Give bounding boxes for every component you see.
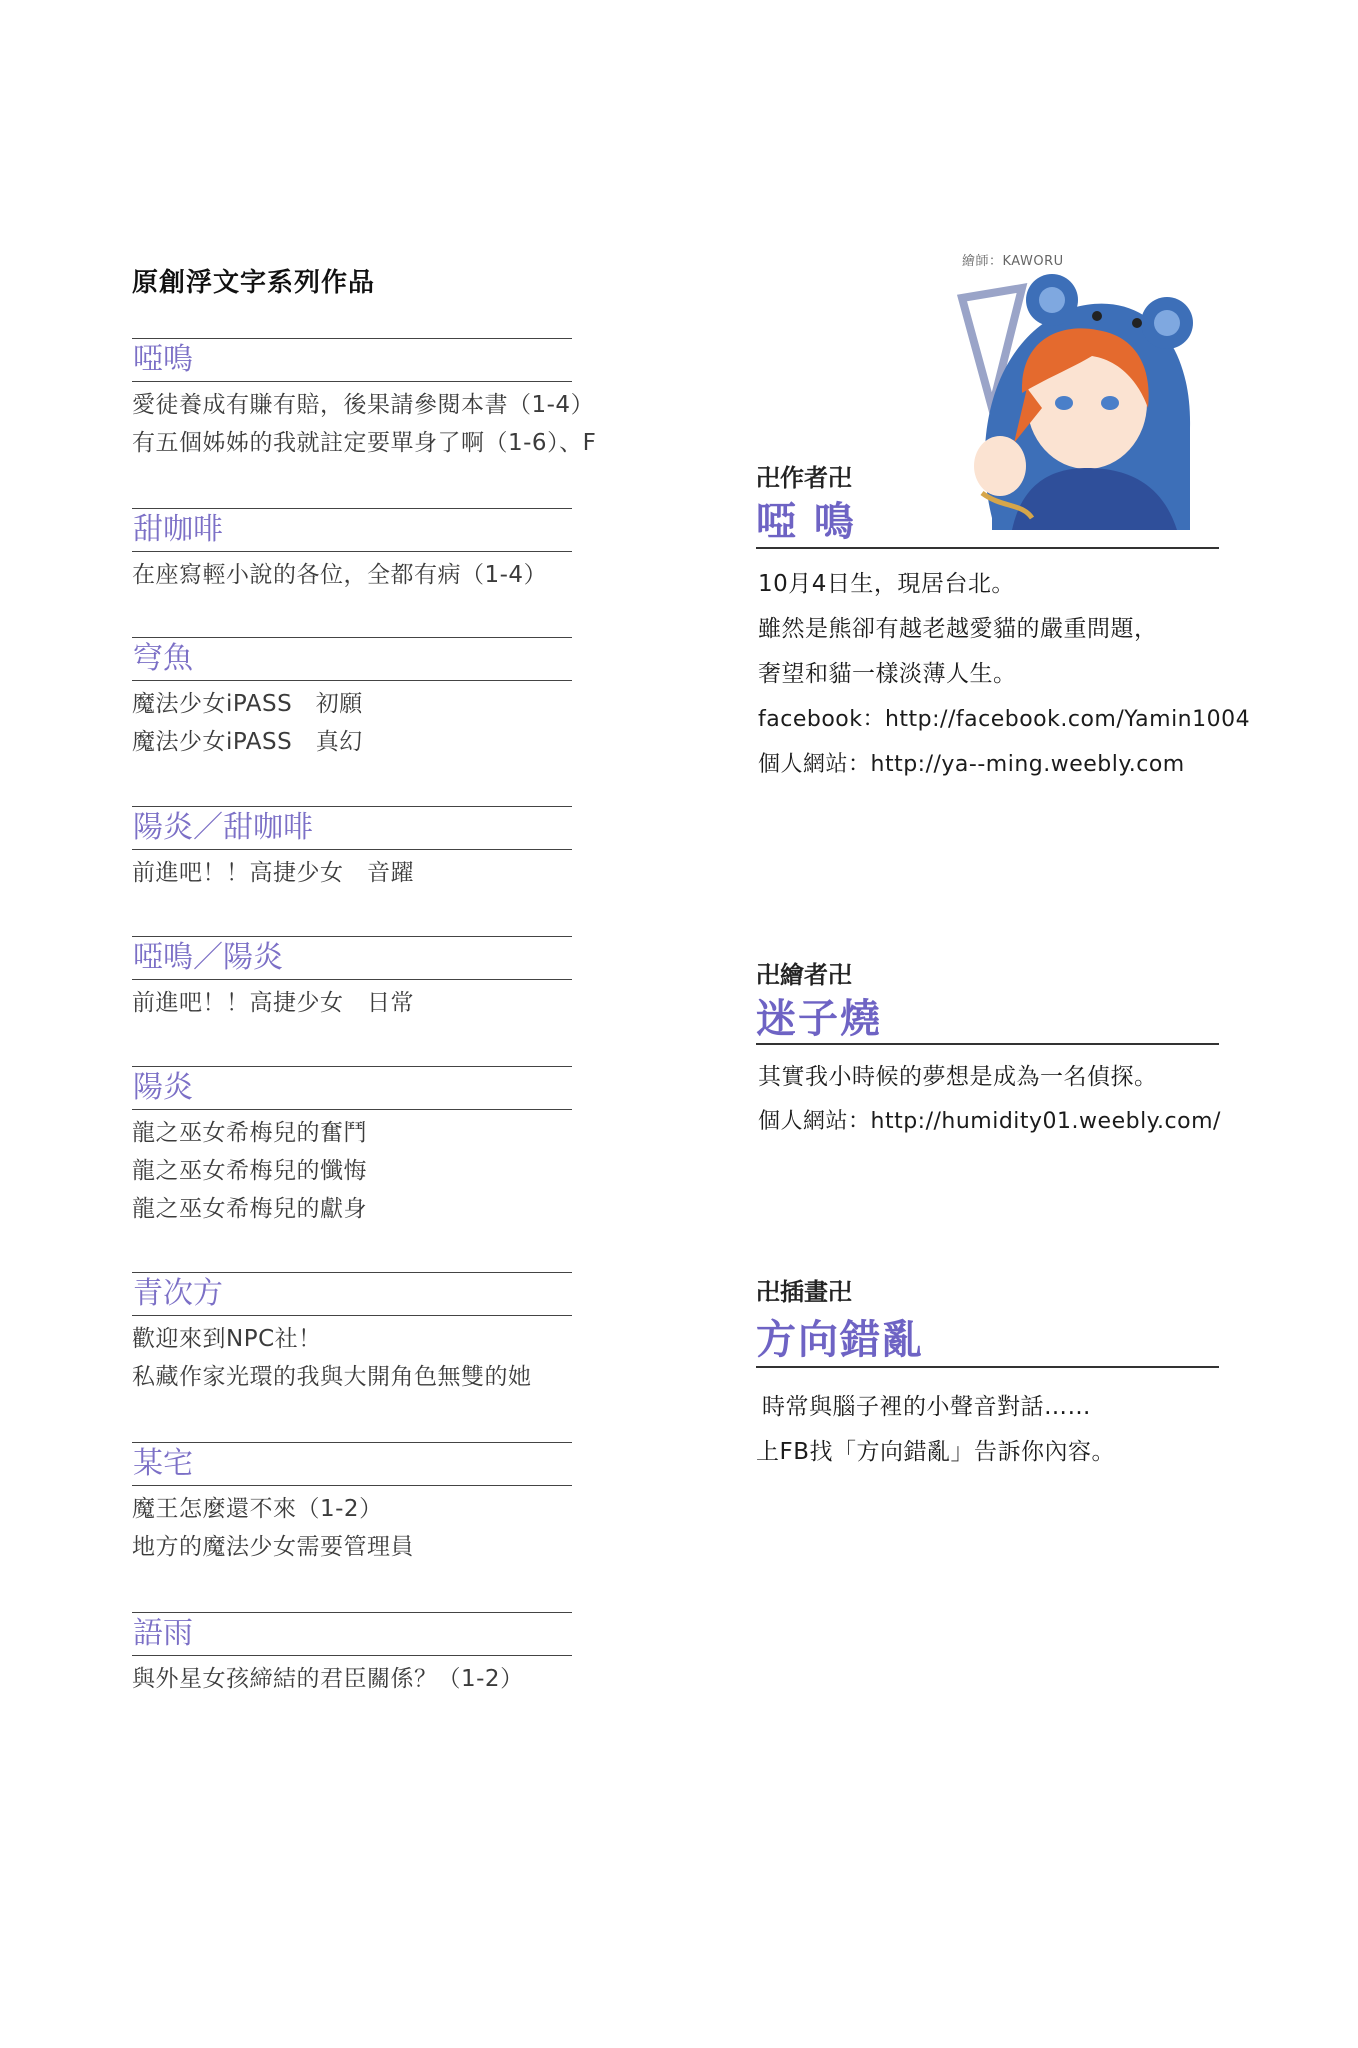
works-list [132,1114,572,1228]
work-title: 在座寫輕小說的各位，全都有病（1-4） [132,562,548,588]
illustrator-name-title: 方向錯亂 [756,1317,924,1363]
author-name: 甜咖啡 [133,512,223,547]
author-name: 某宅 [133,1446,193,1481]
work-title: 有五個姊姊的我就註定要單身了啊（1-6）、F [132,430,597,456]
author-name: 啞鳴 [133,342,193,377]
work-title: 前進吧！！高捷少女 音躍 [132,860,414,886]
divider [756,1043,1219,1045]
painter-info-line: 其實我小時候的夢想是成為一名偵探。 [758,1064,1158,1090]
role-label-illustrator: 卍插畫卍 [756,1278,852,1306]
author-block [132,508,572,594]
work-title: 私藏作家光環的我與大開角色無雙的她 [132,1364,532,1390]
divider [132,979,572,980]
works-list [132,1320,572,1396]
works-list [132,556,572,594]
works-list [132,1660,572,1698]
divider [132,381,572,382]
divider [132,1315,572,1316]
work-title: 魔王怎麼還不來（1-2） [132,1496,383,1522]
author-name: 語雨 [133,1616,193,1651]
divider [132,1655,572,1656]
author-name: 啞鳴／陽炎 [133,940,283,975]
work-title: 龍之巫女希梅兒的奮鬥 [132,1120,367,1146]
author-block [132,1272,572,1396]
author-block [132,1442,572,1566]
works-list [132,854,572,892]
author-name-title: 啞 鳴 [756,499,856,545]
divider [132,680,572,681]
work-title: 地方的魔法少女需要管理員 [132,1534,414,1560]
author-block [132,1612,572,1698]
author-info-line: 奢望和貓一樣淡薄人生。 [758,661,1017,687]
author-website-line: 個人網站：http://ya--ming.weebly.com [758,752,1185,777]
role-label-painter: 卍繪者卍 [756,961,852,989]
divider [132,1485,572,1486]
divider [132,849,572,850]
author-block [132,338,597,462]
author-name: 陽炎 [133,1070,193,1105]
author-name: 穹魚 [133,641,193,676]
work-title: 龍之巫女希梅兒的獻身 [132,1196,367,1222]
works-list [132,984,572,1022]
painter-website-line: 個人網站：http://humidity01.weebly.com/ [758,1109,1221,1134]
author-block [132,806,572,892]
author-name: 青次方 [133,1276,223,1311]
author-block [132,1066,572,1228]
divider [756,547,1219,549]
work-title: 前進吧！！高捷少女 日常 [132,990,414,1016]
works-list [132,386,597,462]
painter-name-title: 迷子燒 [756,996,882,1042]
illustration-credit: 繪師：KAWORU [962,254,1064,269]
author-facebook-line: facebook：http://facebook.com/Yamin1004 [758,707,1251,732]
illustrator-info-line: 時常與腦子裡的小聲音對話…… [762,1394,1091,1420]
works-list [132,685,572,761]
author-info-line: 雖然是熊卻有越老越愛貓的嚴重問題， [758,616,1158,642]
author-block [132,936,572,1022]
work-title: 龍之巫女希梅兒的懺悔 [132,1158,367,1184]
author-name: 陽炎／甜咖啡 [133,810,313,845]
author-info-line: 10月4日生，現居台北。 [758,571,1015,597]
work-title: 魔法少女iPASS 真幻 [132,729,363,755]
works-list [132,1490,572,1566]
series-heading: 原創浮文字系列作品 [132,268,376,298]
divider [756,1366,1219,1368]
role-label-author: 卍作者卍 [756,464,852,492]
illustrator-info-line: 上FB找「方向錯亂」告訴你內容。 [756,1439,1116,1465]
work-title: 與外星女孩締結的君臣關係？（1-2） [132,1666,524,1692]
work-title: 愛徒養成有賺有賠，後果請參閱本書（1-4） [132,392,595,418]
work-title: 歡迎來到NPC社！ [132,1326,322,1352]
divider [132,1109,572,1110]
author-portrait-illustration [952,268,1212,530]
author-block [132,637,572,761]
divider [132,551,572,552]
raised-hand [974,436,1026,496]
work-title: 魔法少女iPASS 初願 [132,691,363,717]
